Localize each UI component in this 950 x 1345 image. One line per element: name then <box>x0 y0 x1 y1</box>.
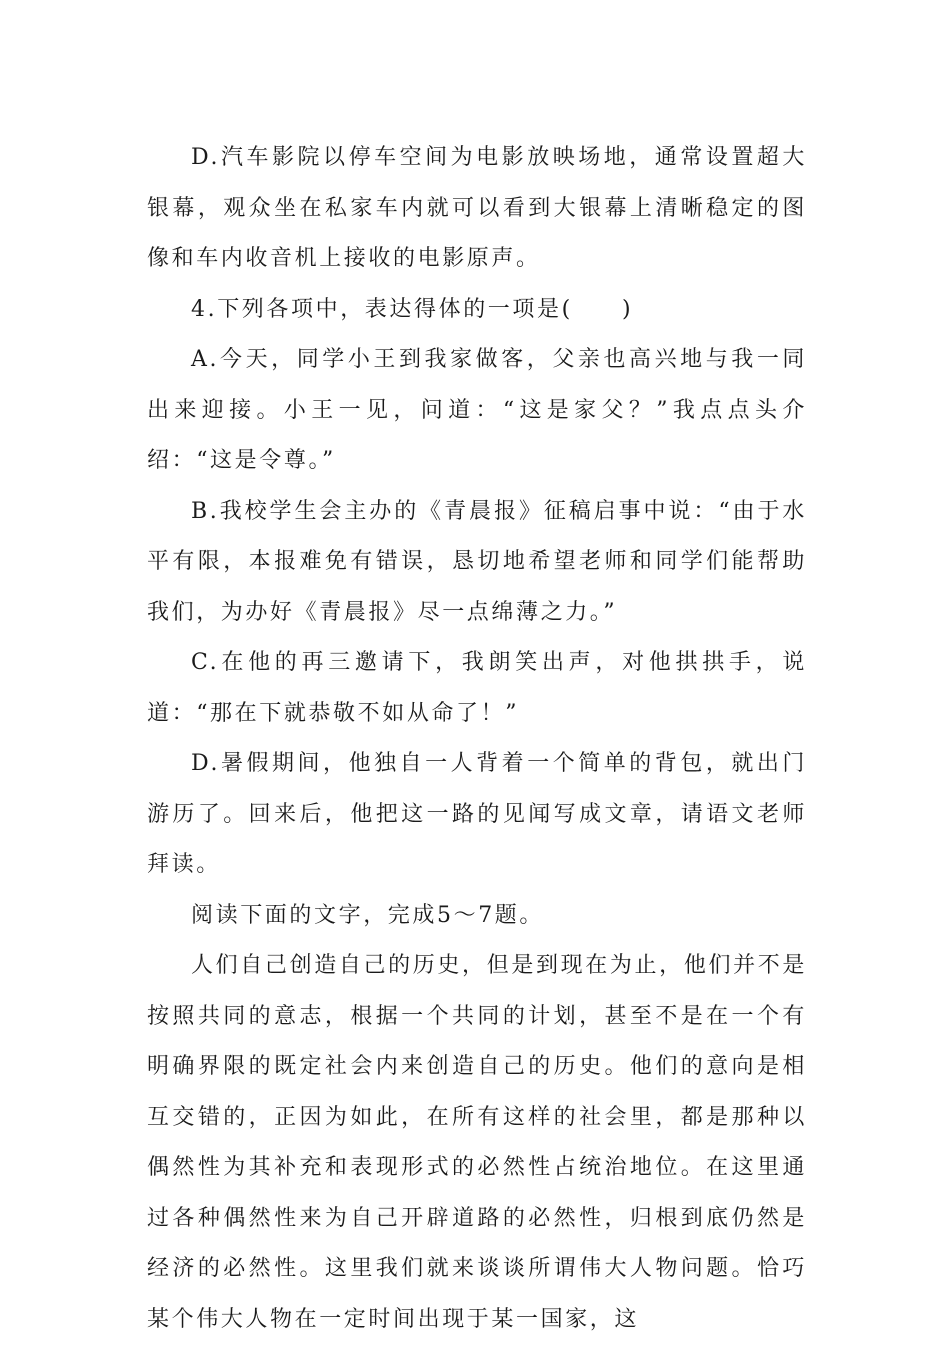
reading-passage: 人们自己创造自己的历史，但是到现在为止，他们并不是按照共同的意志，根据一个共同的计划，甚至不是在一个有明确界限的既定社会内来创造自己的历史。他们的意向是相互交错的，正因为如此，在所有这样的社会里，都是那种以偶然性为其补充和表现形式的必然性占统治地位。在这里通过各种偶然性来为自己开辟道路的必然性，归根到底仍然是经济的必然性。这里我们就来谈谈所谓伟大人物问题。恰巧某个伟大人物在一定时间出现于某一国家，这 <box>147 953 807 1332</box>
document-body <box>147 133 807 1345</box>
option-d: D.暑假期间，他独自一人背着一个简单的背包，就出门游历了。回来后，他把这一路的见闻写成文章，请语文老师拜读。 <box>147 751 807 877</box>
question-4-stem: 4.下列各项中，表达得体的一项是( ) <box>191 296 634 322</box>
option-a: A.今天，同学小王到我家做客，父亲也高兴地与我一同出来迎接。小王一见，问道：“这是家父？”我点点头介绍：“这是令尊。” <box>147 347 807 473</box>
option-b: B.我校学生会主办的《青晨报》征稿启事中说：“由于水平有限，本报难免有错误，恳切地希望老师和同学们能帮助我们，为办好《青晨报》尽一点绵薄之力。” <box>147 498 807 625</box>
option-d-drive-in-cinema: D.汽车影院以停车空间为电影放映场地，通常设置超大银幕，观众坐在私家车内就可以看到大银幕上清晰稳定的图像和车内收音机上接收的电影原声。 <box>147 145 807 271</box>
reading-instruction: 阅读下面的文字，完成5～7题。 <box>191 902 544 928</box>
option-c: C.在他的再三邀请下，我朗笑出声，对他拱拱手，说道：“那在下就恭敬不如从命了！” <box>147 650 807 726</box>
